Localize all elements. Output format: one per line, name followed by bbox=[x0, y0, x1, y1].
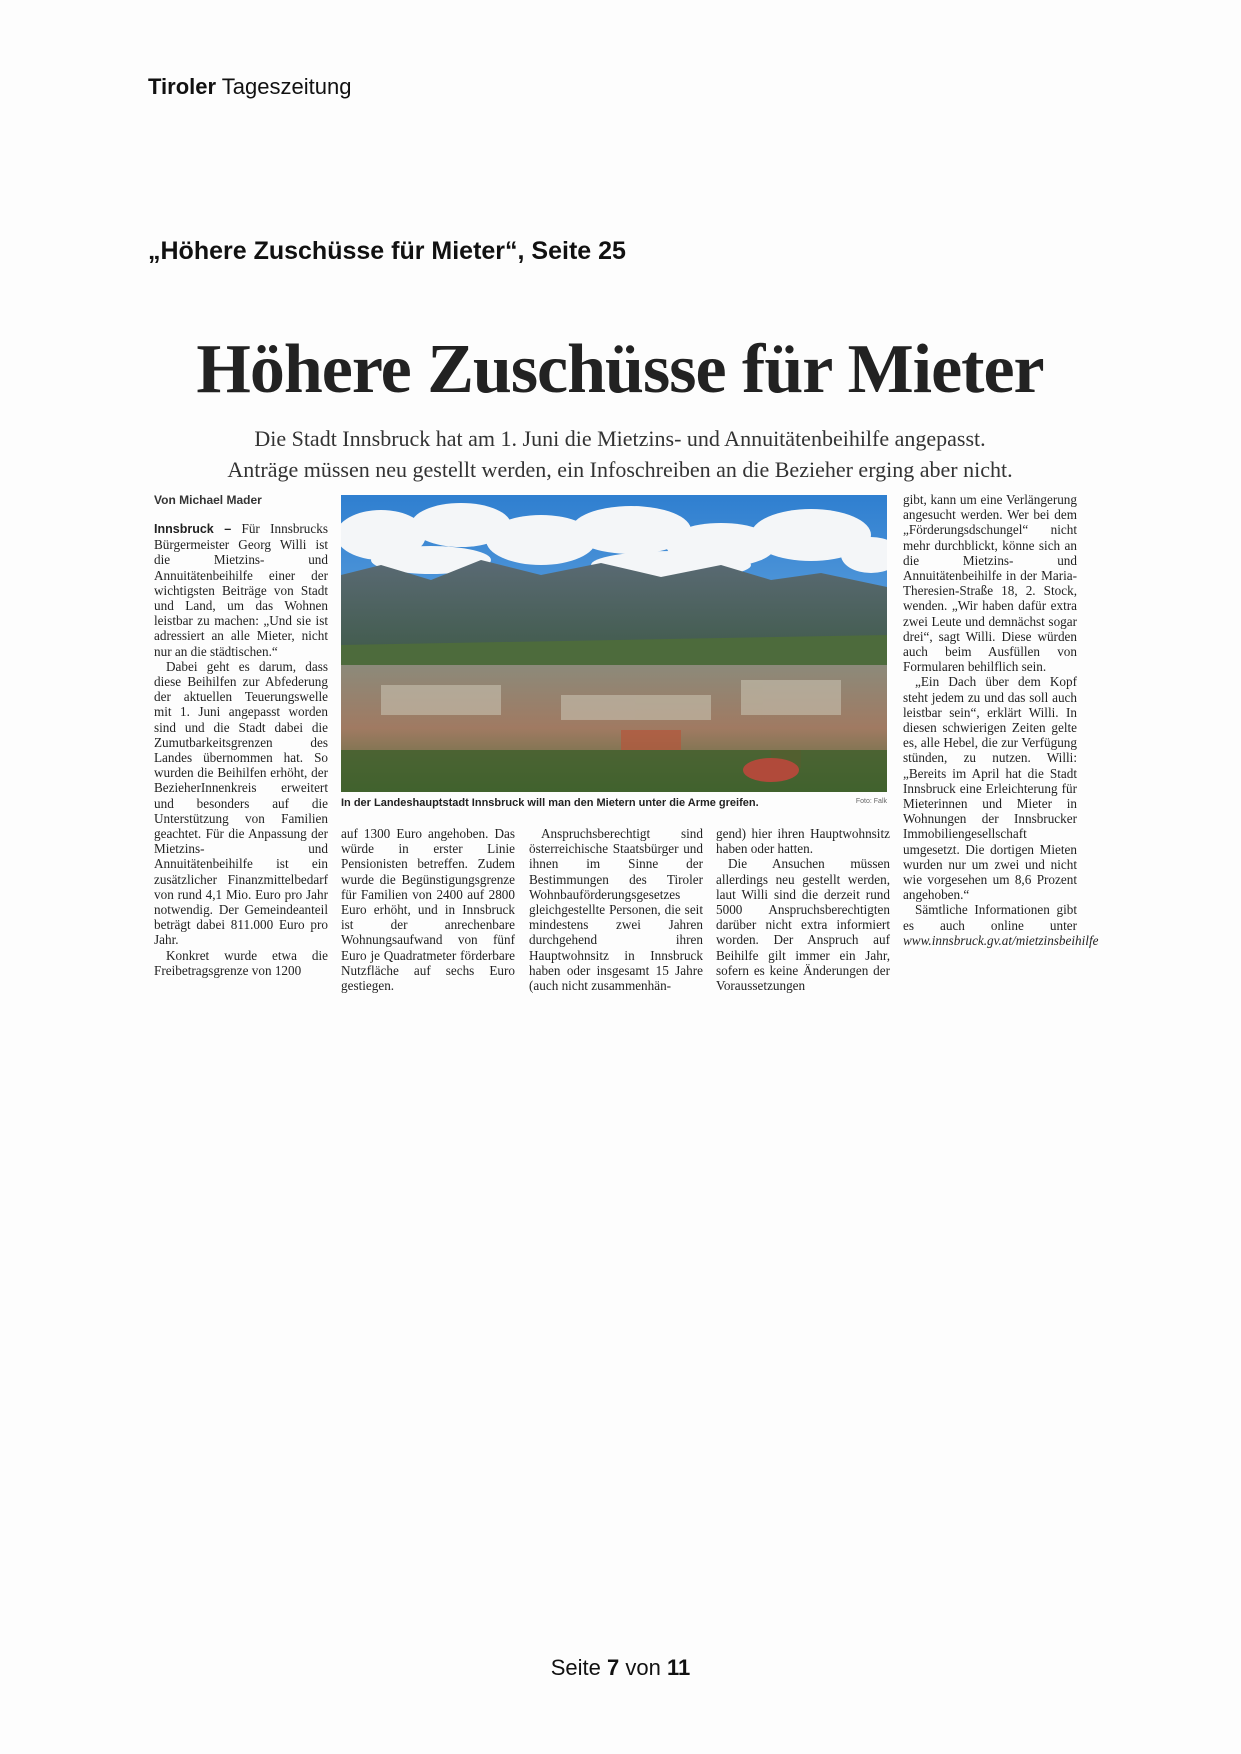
paragraph: Die Ansuchen müssen allerdings neu gestellt werden, laut Willi sind die derzeit rund 5000 Anspruchsberechtigten darüber nicht extra informiert worden. Der Anspruch auf Beihilfe gilt immer ein Jahr, sofern es keine Änderungen der Voraussetzungen bbox=[716, 856, 890, 994]
paragraph: „Ein Dach über dem Kopf steht jedem zu und das soll auch leistbar sein“, erklärt Willi. In diesen schwierigen Zeiten gelte es, alle Hebel, die zur Verfügung stünden, zu nutzen. Willi: „Bereits im April hat die Stadt Innsbruck eine Erleichterung für Mieterinnen und Mieter in Wohnungen der Innsbrucker Immobiliengesellschaft umgesetzt. Die dortigen Mieten wurden nur um zwei und nicht wie vorgesehen um 8,6 Prozent angehoben.“ bbox=[903, 674, 1077, 903]
dateline: Innsbruck – bbox=[154, 522, 232, 536]
paragraph: Dabei geht es darum, dass diese Beihilfen zur Abfederung der aktuellen Teuerungswelle mit 1. Juni angepasst worden sind und die Stadt dabei die Zumutbarkeitsgrenzen des Landes übernommen hat. So wurden die Beihilfen erhöht, der BezieherInnenkreis erweitert und besonders auf die Unterstützung von Familien geachtet. Für die Anpassung der Mietzins- und Annuitätenbeihilfe ist ein zusätzlicher Finanzmittelbedarf von rund 4,1 Mio. Euro pro Jahr notwendig. Der Gemeindeanteil beträgt dabei 811.000 Euro pro Jahr. bbox=[154, 658, 328, 948]
column-1 bbox=[154, 521, 328, 978]
photo-credit: Foto: Falk bbox=[855, 798, 887, 805]
paragraph: gend) hier ihren Hauptwohnsitz haben oder hatten. bbox=[716, 826, 890, 857]
paragraph bbox=[154, 521, 328, 659]
column-3 bbox=[529, 826, 703, 993]
deck-line-1: Die Stadt Innsbruck hat am 1. Juni die Mietzins- und Annuitätenbeihilfe angepasst. bbox=[254, 426, 986, 451]
photo-caption bbox=[341, 797, 887, 809]
column-2 bbox=[341, 826, 515, 993]
newspaper-name bbox=[148, 74, 351, 100]
photo-innsbruck bbox=[341, 495, 887, 792]
headline: Höhere Zuschüsse für Mieter bbox=[196, 331, 1044, 408]
current-page: 7 bbox=[607, 1655, 620, 1680]
byline: Von Michael Mader bbox=[154, 493, 262, 507]
paragraph: Konkret wurde etwa die Freibetragsgrenze von 1200 bbox=[154, 947, 328, 978]
paragraph: auf 1300 Euro angehoben. Das würde in erster Linie Pensionisten betreffen. Zudem wurde die Begünstigungsgrenze für Familien von 2400 auf 2800 Euro erhöht, und in Innsbruck ist der anrechenbare Wohnungsaufwand von fünf Euro je Quadratmeter förderbare Nutzfläche auf sechs Euro gestiegen. bbox=[341, 826, 515, 994]
brand-bold: Tiroler bbox=[148, 74, 217, 99]
paragraph: Anspruchsberechtigt sind österreichische Staatsbürger und ihnen im Sinne der Bestimmungen des Tiroler Wohnbauförderungsgesetzes gleichgestellte Personen, die seit mindestens zwei Jahren durchgehend ihren Hauptwohnsitz in Innsbruck haben oder insgesamt 15 Jahre (auch nicht zusammenhän- bbox=[529, 826, 703, 994]
deck-line-2: Anträge müssen neu gestellt werden, ein Infoschreiben an die Bezieher erging aber nicht. bbox=[227, 457, 1013, 482]
city-panorama-image bbox=[341, 495, 887, 792]
total-pages: 11 bbox=[667, 1655, 691, 1680]
deck bbox=[150, 423, 1090, 485]
page-of-label: von bbox=[625, 1655, 661, 1680]
column-4 bbox=[716, 826, 890, 993]
page-label: Seite bbox=[550, 1655, 601, 1680]
paragraph-text: Für Innsbrucks Bürgermeister Georg Willi ist die Mietzins- und Annuitätenbeihilfe einer der wichtigsten Beiträge von Stadt und Land, um das Wohnen leistbar zu machen: „Und sie ist adressiert an alle Mieter, nicht nur an die städtischen.“ bbox=[154, 521, 328, 659]
column-5 bbox=[903, 492, 1099, 948]
caption-text: In der Landeshauptstadt Innsbruck will man den Mietern unter die Arme greifen. bbox=[341, 797, 759, 809]
paragraph bbox=[903, 902, 1099, 948]
paragraph-text: Sämtliche Informationen gibt es auch online unter bbox=[903, 902, 1077, 933]
article-reference: „Höhere Zuschüsse für Mieter“, Seite 25 bbox=[148, 237, 626, 265]
page-number bbox=[0, 1655, 1241, 1681]
website-link[interactable]: www.innsbruck.gv.at/mietzinsbeihilfe bbox=[903, 932, 1099, 948]
brand-rest: Tageszeitung bbox=[221, 74, 352, 99]
paragraph: gibt, kann um eine Verlängerung angesucht werden. Wer bei dem „Förderungsdschungel“ nicht mehr durchblickt, könne sich an die Mietzins- und Annuitätenbeihilfe in der Maria-Theresien-Straße 18, 2. Stock, wenden. „Wir haben dafür extra zwei Leute und demnächst sogar drei“, sagt Willi. Diese würden auch beim Ausfüllen von Formularen behilflich sein. bbox=[903, 492, 1077, 675]
